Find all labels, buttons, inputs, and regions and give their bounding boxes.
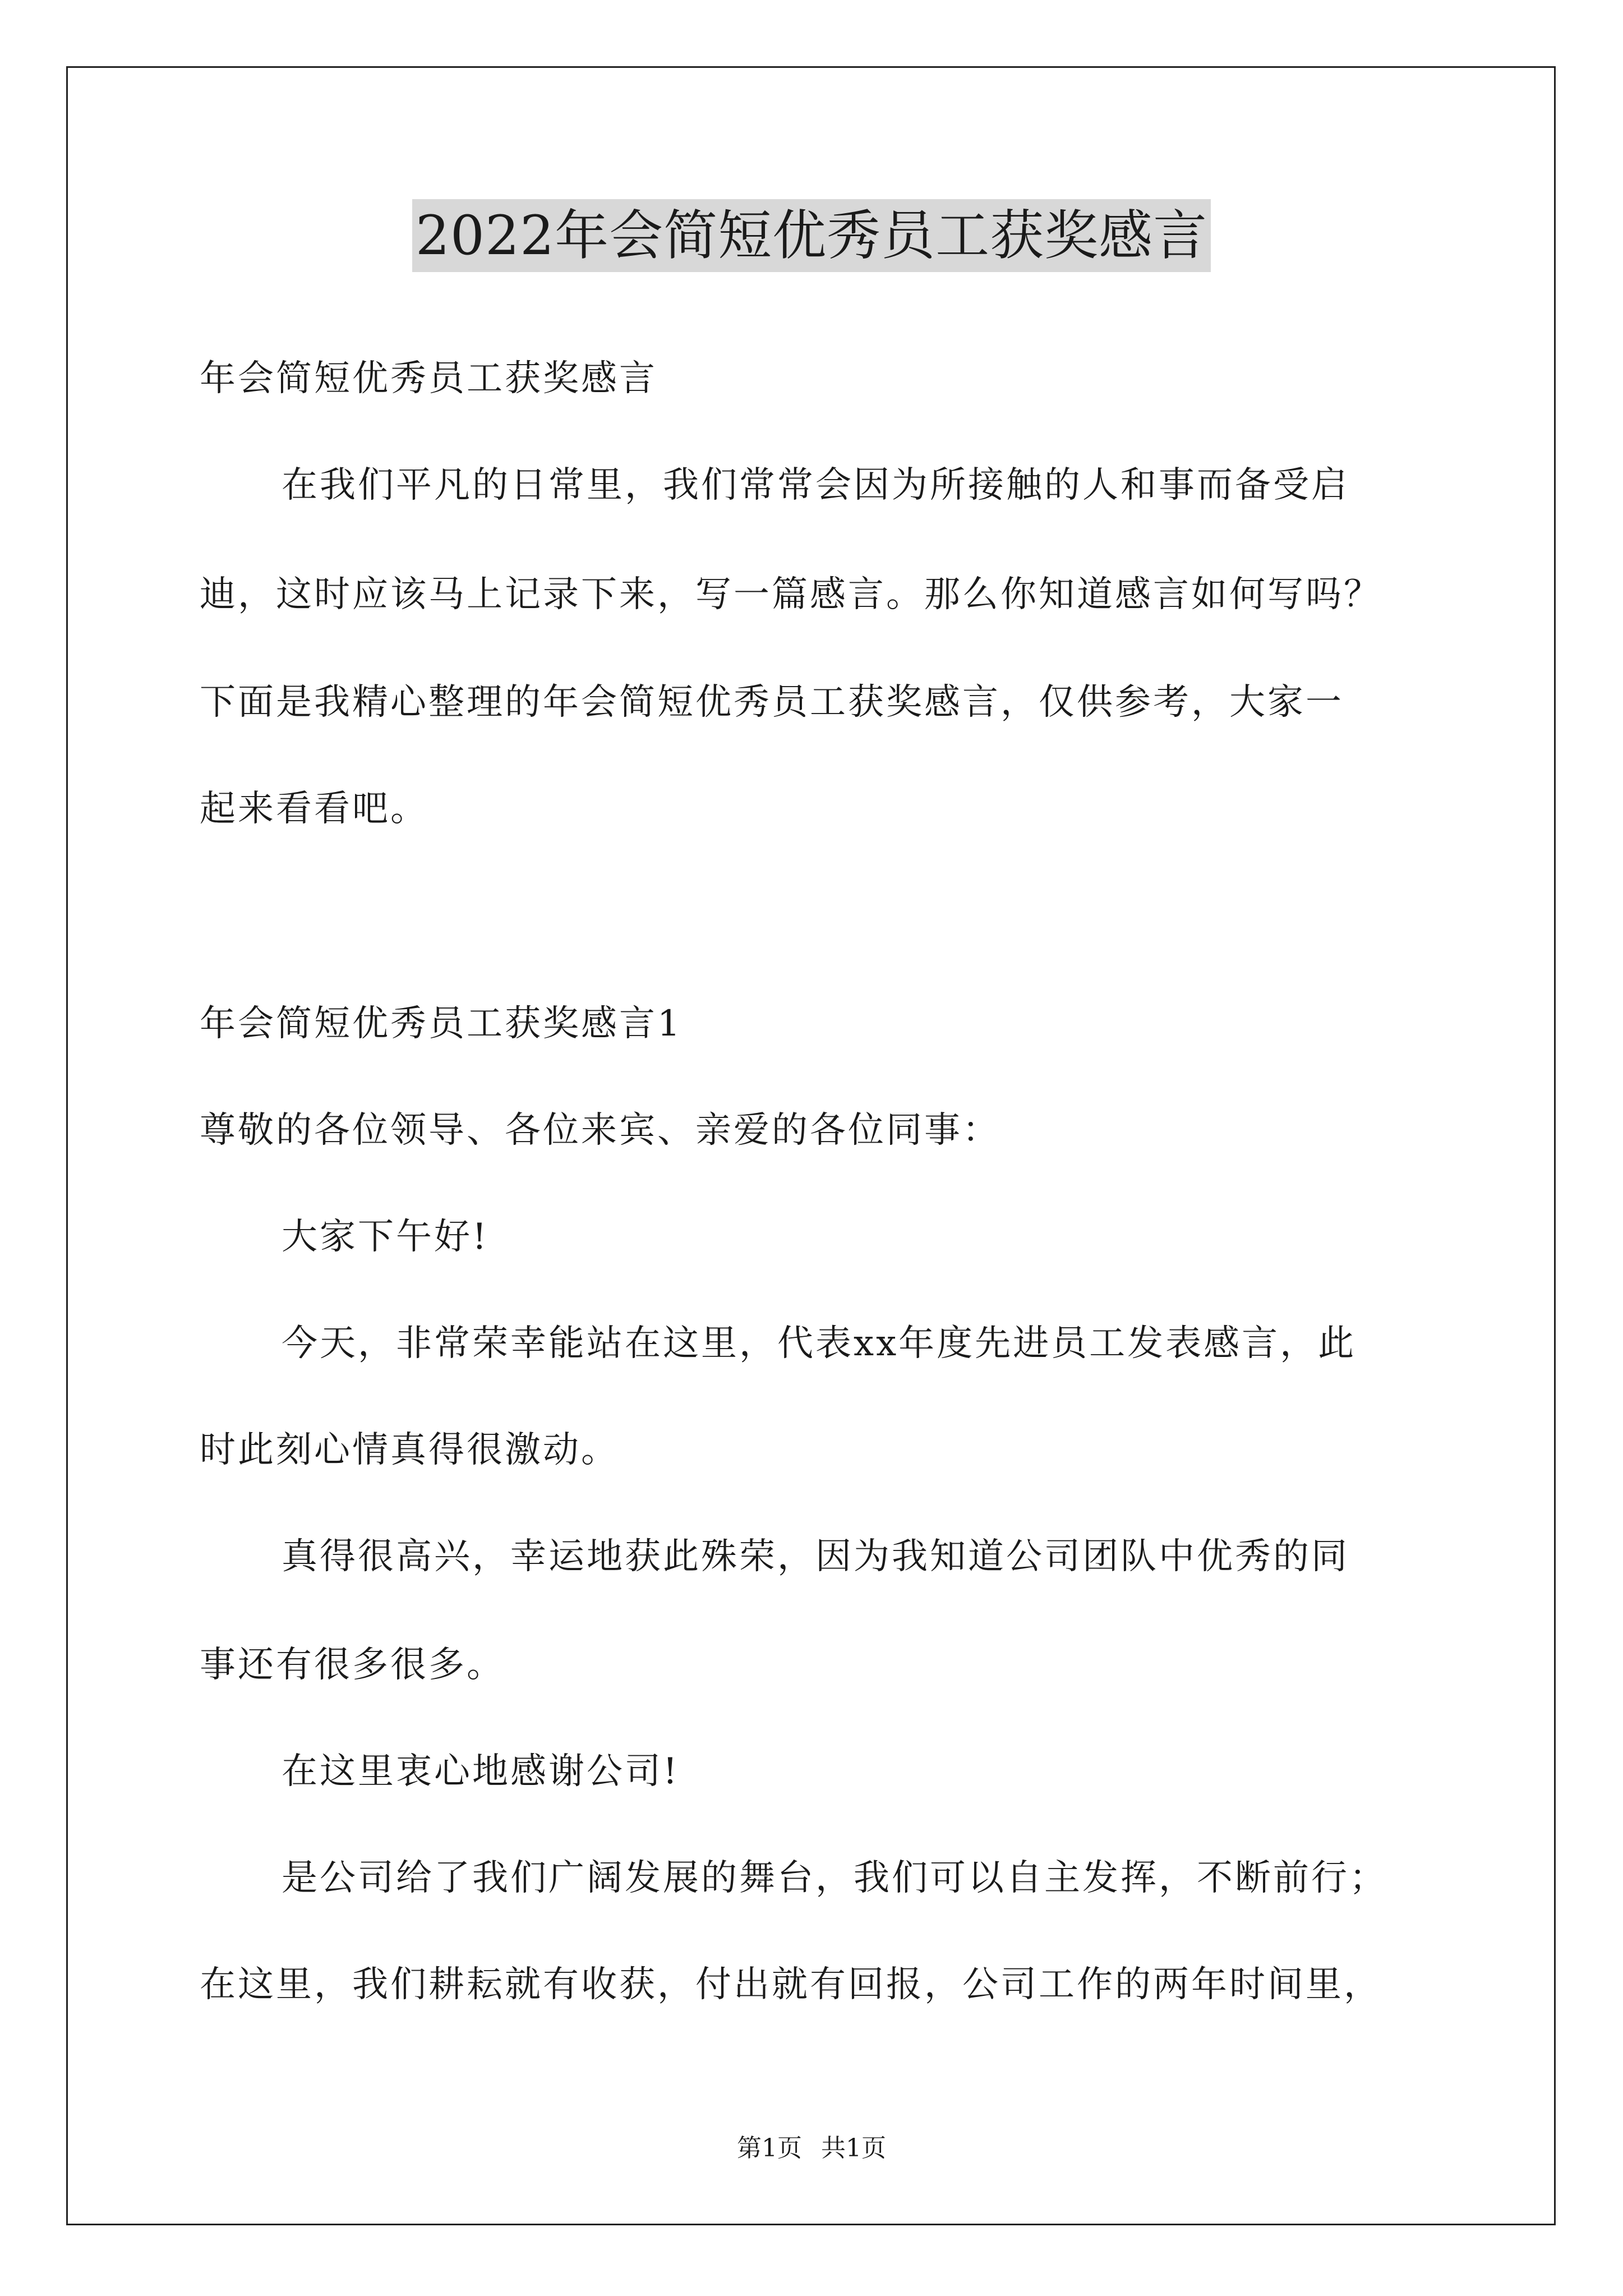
title-container — [0, 199, 1623, 272]
paragraph-line: 起来看看吧。 — [200, 788, 428, 830]
paragraph-line: 事还有很多很多。 — [200, 1644, 505, 1686]
paragraph-line: 迪，这时应该马上记录下来，写一篇感言。那么你知道感言如何写吗？ — [200, 574, 1382, 615]
section-heading: 年会简短优秀员工获奖感言1 — [200, 1003, 683, 1045]
paragraph-line: 在我们平凡的日常里，我们常常会因为所接触的人和事而备受启 — [282, 464, 1349, 506]
page-footer — [0, 2132, 1623, 2165]
subtitle-line: 年会简短优秀员工获奖感言 — [200, 358, 657, 399]
page-total: 共1页 — [821, 2134, 886, 2162]
paragraph-line: 在这里衷心地感谢公司! — [282, 1751, 680, 1792]
salutation-line: 尊敬的各位领导、各位来宾、亲爱的各位同事： — [200, 1110, 1000, 1151]
paragraph-line: 在这里，我们耕耘就有收获，付出就有回报，公司工作的两年时间里， — [200, 1964, 1382, 2005]
paragraph-line: 今天，非常荣幸能站在这里，代表xx年度先进员工发表感言，此 — [282, 1323, 1357, 1364]
paragraph-line: 时此刻心情真得很激动。 — [200, 1429, 619, 1471]
page-current: 第1页 — [737, 2134, 802, 2162]
document-title: 2022年会简短优秀员工获奖感言 — [412, 199, 1211, 272]
paragraph-line: 下面是我精心整理的年会简短优秀员工获奖感言，仅供参考，大家一 — [200, 682, 1344, 723]
paragraph-line: 大家下午好! — [282, 1216, 489, 1258]
paragraph-line: 是公司给了我们广阔发展的舞台，我们可以自主发挥，不断前行； — [282, 1857, 1387, 1899]
paragraph-line: 真得很高兴，幸运地获此殊荣，因为我知道公司团队中优秀的同 — [282, 1536, 1349, 1577]
